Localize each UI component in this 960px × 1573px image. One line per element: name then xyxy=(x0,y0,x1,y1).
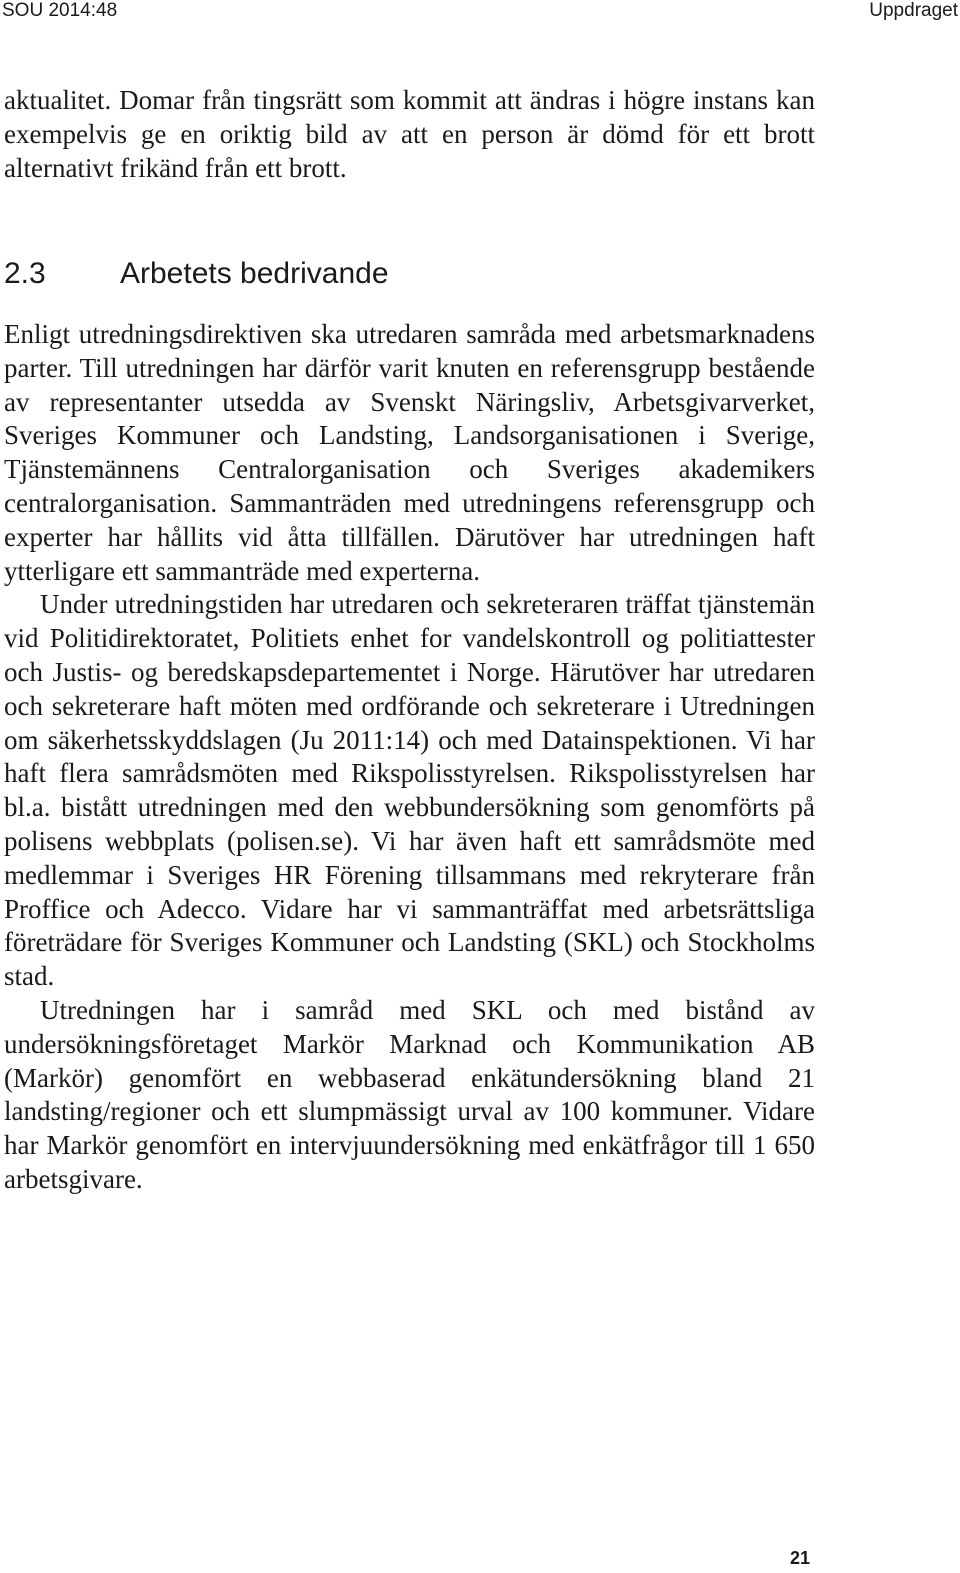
running-header xyxy=(0,0,960,22)
paragraph: Under utredningstiden har utredaren och sekreteraren träffat tjänstemän vid Politidirektoratet, Politiets enhet for vandelskontroll og politiattester och Justis- og beredskapsdepartementet i Norge. Härutöver har utredaren och sekreterare haft möten med ordförande och sekreterare i Utredningen om säkerhetsskyddslagen (Ju 2011:14) och med Datainspektionen. Vi har haft flera samrådsmöten med Rikspolisstyrelsen. Rikspolisstyrelsen har bl.a. bistått utredningen med den webbundersökning som genomförts på polisens webbplats (polisen.se). Vi har även haft ett samrådsmöte med medlemmar i Sveriges HR Förening tillsammans med rekryterare från Proffice och Adecco. Vidare har vi sammanträffat med arbetsrättsliga företrädare för Sveriges Kommuner och Landsting (SKL) och Stockholms stad. xyxy=(4,589,815,992)
intro-text xyxy=(4,84,815,185)
chapter-title: Uppdraget xyxy=(869,0,958,21)
intro-paragraph: aktualitet. Domar från tingsrätt som kommit att ändras i högre instans kan exempelvis ge en oriktig bild av att en person är dömd för ett brott alternativt frikänd från ett brott. xyxy=(4,85,815,183)
report-number: SOU 2014:48 xyxy=(2,0,118,21)
section-body xyxy=(4,318,815,1197)
paragraph: Utredningen har i samråd med SKL och med bistånd av undersökningsföretaget Markör Marknad och Kommunikation AB (Markör) genomfört en webbaserad enkätundersökning bland 21 landsting/regioner och ett slumpmässigt urval av 100 kommuner. Vidare har Markör genomfört en intervjuundersökning med enkätfrågor till 1 650 arbetsgivare. xyxy=(4,994,815,1194)
paragraph: Enligt utredningsdirektiven ska utredaren samråda med arbetsmarknadens parter. Till utredningen har därför varit knuten en referensgrupp bestående av representanter utsedda av Svenskt Näringsliv, Arbetsgivarverket, Sveriges Kommuner och Landsting, Landsorganisationen i Sverige, Tjänstemännens Centralorganisation och Sveriges akademikers centralorganisation. Sammanträden med utredningens referensgrupp och experter har hållits vid åtta tillfällen. Därutöver har utredningen haft ytterligare ett sammanträde med experterna. xyxy=(4,319,815,586)
page-number: 21 xyxy=(790,1548,811,1568)
section-heading xyxy=(4,254,389,294)
section-number: 2.3 xyxy=(4,257,46,290)
section-title: Arbetets bedrivande xyxy=(120,257,389,290)
